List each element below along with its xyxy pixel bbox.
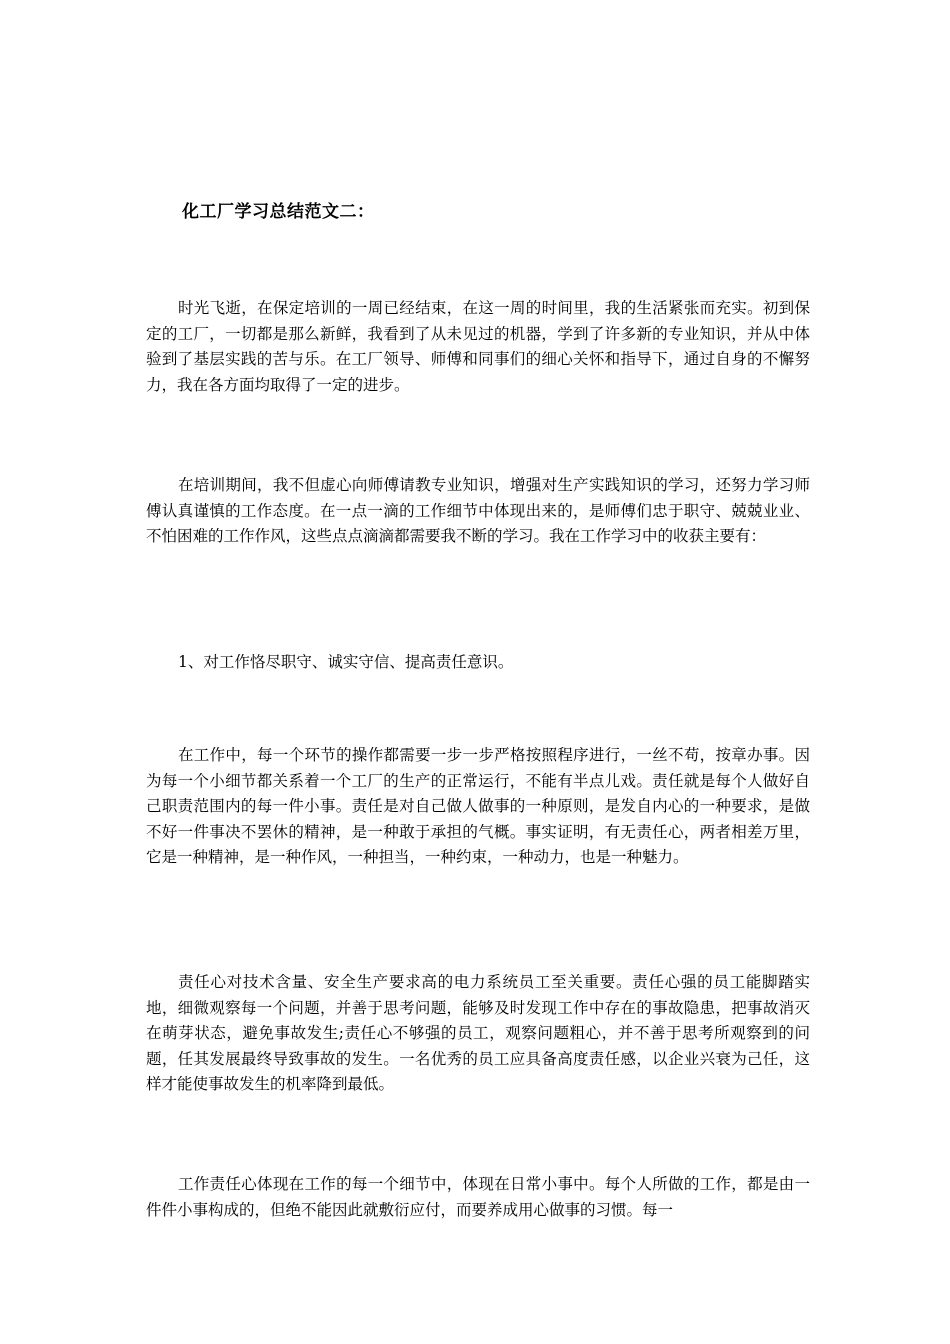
paragraph-6: 工作责任心体现在工作的每一个细节中，体现在日常小事中。每个人所做的工作，都是由一件件小事构成的，但绝不能因此就敷衍应付，而要养成用心做事的习惯。每一 (146, 1175, 810, 1219)
paragraph-4: 在工作中，每一个环节的操作都需要一步一步严格按照程序进行，一丝不苟，按章办事。因为每一个小细节都关系着一个工厂的生产的正常运行，不能有半点儿戏。责任就是每个人做好自己职责范围内的每一件小事。责任是对自己做人做事的一种原则，是发自内心的一种要求，是做不好一件事决不罢休的精神，是一种敢于承担的气概。事实证明，有无责任心，两者相差万里，它是一种精神，是一种作风，一种担当，一种约束，一种动力，也是一种魅力。 (146, 746, 810, 866)
paragraph-5: 责任心对技术含量、安全生产要求高的电力系统员工至关重要。责任心强的员工能脚踏实地，细微观察每一个问题，并善于思考问题，能够及时发现工作中存在的事故隐患，把事故消灭在萌芽状态，避免事故发生;责任心不够强的员工，观察问题粗心，并不善于思考所观察到的问题，任其发展最终导致事故的发生。一名优秀的员工应具备高度责任感，以企业兴衰为己任，这样才能使事故发生的机率降到最低。 (146, 973, 810, 1093)
paragraph-1: 时光飞逝，在保定培训的一周已经结束，在这一周的时间里，我的生活紧张而充实。初到保定的工厂，一切都是那么新鲜，我看到了从未见过的机器，学到了许多新的专业知识，并从中体验到了基层实践的苦与乐。在工厂领导、师傅和同事们的细心关怀和指导下，通过自身的不懈努力，我在各方面均取得了一定的进步。 (146, 299, 810, 394)
document-title: 化工厂学习总结范文二： (182, 202, 375, 222)
paragraph-3: 1、对工作恪尽职守、诚实守信、提高责任意识。 (178, 653, 514, 671)
paragraph-2: 在培训期间，我不但虚心向师傅请教专业知识，增强对生产实践知识的学习，还努力学习师傅认真谨慎的工作态度。在一点一滴的工作细节中体现出来的，是师傅们忠于职守、兢兢业业、不怕困难的工作作风，这些点点滴滴都需要我不断的学习。我在工作学习中的收获主要有： (146, 476, 810, 545)
